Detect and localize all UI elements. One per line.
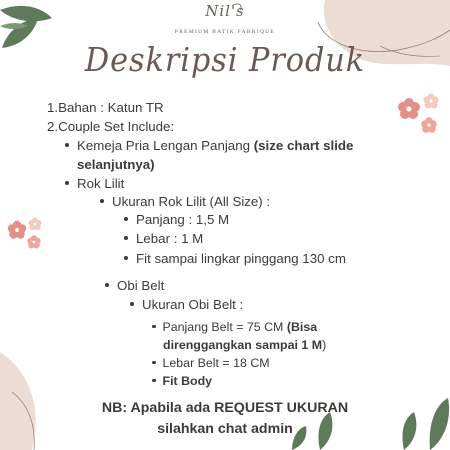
list-item-shirt [65, 137, 353, 154]
bullet-icon [124, 236, 128, 240]
list-number: 2. [47, 119, 59, 134]
bullet-icon [65, 181, 69, 185]
bullet-icon [152, 325, 156, 329]
bullet-icon [152, 379, 156, 383]
list-item-material [47, 99, 164, 116]
flower-icon [8, 221, 26, 239]
skirt-label: Rok Lilit [77, 176, 125, 191]
flower-icon [424, 94, 439, 109]
skirt-size-text: Panjang : 1,5 M [136, 212, 230, 227]
bullet-icon [152, 361, 156, 365]
belt-length-note: (Bisa [286, 320, 318, 334]
shirt-size-note: (size chart slide [253, 138, 354, 153]
belt-fit [152, 373, 212, 390]
brand-logo-name: Nil's [205, 2, 245, 20]
skirt-size-heading [100, 193, 270, 210]
shirt-text: Kemeja Pria Lengan Panjang [77, 138, 254, 153]
skirt-size-text: Fit sampai lingkar pinggang 130 cm [136, 251, 346, 266]
flower-icon [27, 235, 40, 248]
belt-size-heading-text: Ukuran Obi Belt : [142, 297, 244, 312]
bullet-icon [124, 217, 128, 221]
skirt-size-text: Lebar : 1 M [136, 231, 204, 246]
list-item-skirt [65, 175, 124, 192]
bullet-icon [124, 256, 128, 260]
skirt-size-length [124, 211, 229, 228]
skirt-size-width [124, 230, 203, 247]
flower-icon [398, 98, 420, 119]
skirt-size-waist [124, 250, 346, 267]
belt-size-heading [130, 296, 243, 313]
flower-icon [29, 218, 42, 231]
brand-tagline: PREMIUM BATIK FABRIQUE [174, 29, 276, 35]
list-item-couple-set [47, 118, 174, 135]
bullet-icon [130, 302, 134, 306]
skirt-size-heading-text: Ukuran Rok Lilit (All Size) : [112, 194, 271, 209]
list-number: 1. [47, 100, 59, 115]
belt-length [152, 319, 317, 336]
bullet-icon [105, 283, 109, 287]
list-item-belt [105, 277, 164, 294]
request-note-line2: silahkan chat admin [157, 421, 293, 437]
belt-length-note-text: direnggangkan sampai 1 M [163, 338, 323, 352]
bullet-icon [65, 143, 69, 147]
belt-length-note-tail: ) [322, 338, 327, 352]
material-text: Bahan : Katun TR [58, 100, 164, 115]
belt-length-text: Panjang Belt = 75 CM [162, 320, 287, 334]
flower-icon [421, 117, 437, 133]
belt-width [152, 355, 270, 372]
belt-fit-text: Fit Body [162, 374, 213, 388]
bullet-icon [100, 199, 104, 203]
belt-width-text: Lebar Belt = 18 CM [162, 356, 270, 370]
belt-label: Obi Belt [117, 278, 165, 293]
page-title: Deskripsi Produk [84, 40, 366, 79]
shirt-size-note-continued: selanjutnya) [77, 157, 155, 172]
couple-set-text: Couple Set Include: [58, 119, 175, 134]
belt-length-note-continued [163, 337, 326, 354]
request-note-line1: NB: Apabila ada REQUEST UKURAN [101, 400, 349, 416]
